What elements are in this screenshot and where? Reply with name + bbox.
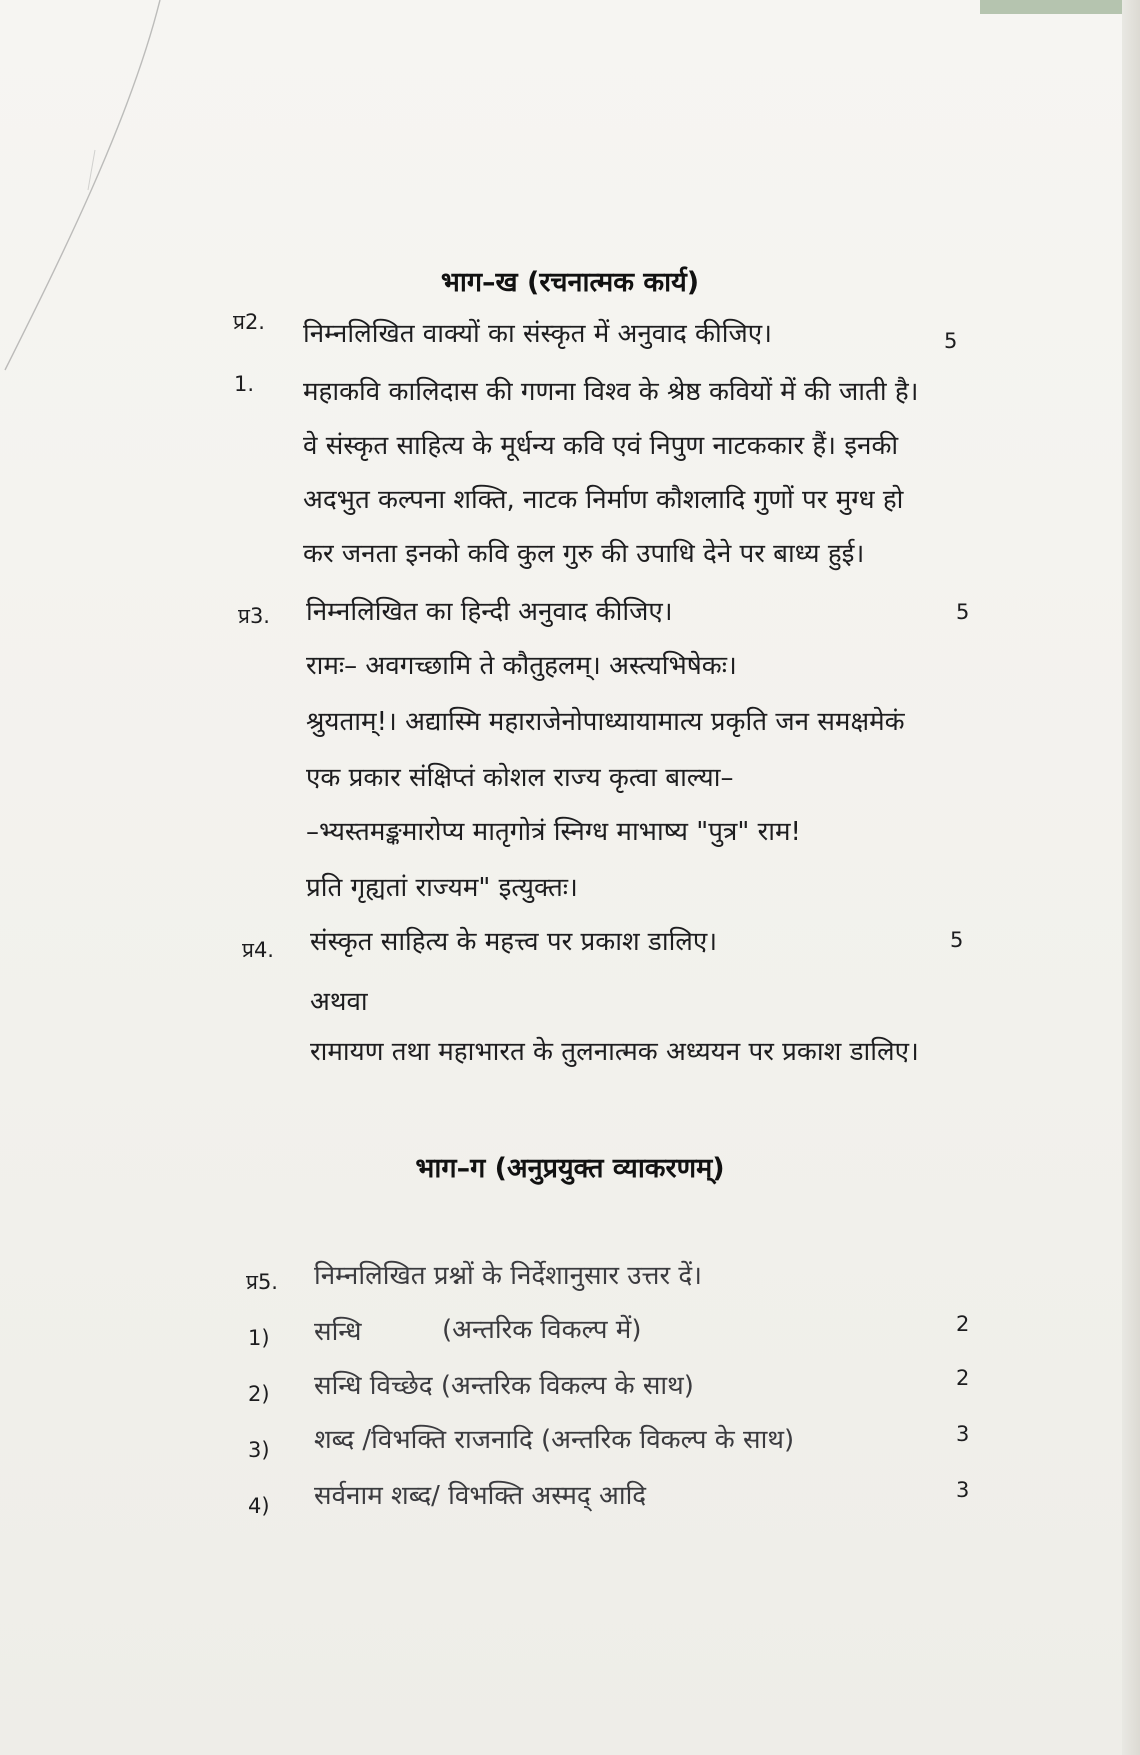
q2-item-number: 1.	[234, 372, 255, 396]
q2-marks: 5	[944, 329, 958, 353]
q5-item-4-label: सर्वनाम शब्द/ विभक्ति अस्मद् आदि	[314, 1481, 647, 1511]
q5-item-1-number: 1)	[248, 1326, 270, 1350]
q5-item-4-marks: 3	[956, 1478, 970, 1502]
section-b-heading: भाग–ख (रचनात्मक कार्य)	[440, 267, 700, 298]
q5-text: निम्नलिखित प्रश्नों के निर्देशानुसार उत्तर दें।	[314, 1261, 703, 1291]
q4-number: प्र4.	[242, 938, 274, 962]
q5-item-2-marks: 2	[956, 1366, 970, 1390]
section-c-heading: भाग–ग (अनुप्रयुक्त व्याकरणम्)	[415, 1153, 725, 1184]
q4-text: संस्कृत साहित्य के महत्त्व पर प्रकाश डालिए।	[310, 927, 718, 957]
q2-number: प्र2.	[233, 310, 265, 334]
q5-item-1-detail: (अन्तरिक विकल्प में)	[442, 1315, 642, 1345]
q3-line-3: एक प्रकार संक्षिप्तं कोशल राज्य कृत्वा बाल्या–	[306, 763, 734, 793]
q3-line-2: श्रुयताम्!। अद्यास्मि महाराजेनोपाध्यायामात्य प्रकृति जन समक्षमेकं	[306, 707, 905, 737]
q3-line-4: –भ्यस्तमङ्कमारोप्य मातृगोत्रं स्निग्ध माभाष्य "पुत्र" राम!	[306, 817, 801, 847]
page-edge-top	[980, 0, 1140, 14]
q5-item-3-number: 3)	[248, 1438, 270, 1462]
q4-marks: 5	[950, 928, 964, 952]
q2-line-4: कर जनता इनको कवि कुल गुरु की उपाधि देने पर बाध्य हुई।	[303, 539, 865, 569]
q3-marks: 5	[956, 600, 970, 624]
q5-item-3-label: शब्द /विभक्ति राजनादि (अन्तरिक विकल्प के साथ)	[314, 1425, 795, 1455]
q2-line-3: अदभुत कल्पना शक्ति, नाटक निर्माण कौशलादि गुणों पर मुग्ध हो	[303, 485, 904, 515]
q5-item-2-label: सन्धि विच्छेद (अन्तरिक विकल्प के साथ)	[314, 1371, 694, 1401]
q2-line-2: वे संस्कृत साहित्य के मूर्धन्य कवि एवं निपुण नाटककार हैं। इनकी	[303, 431, 899, 461]
q3-text: निम्नलिखित का हिन्दी अनुवाद कीजिए।	[306, 597, 673, 627]
q5-item-4-number: 4)	[248, 1494, 270, 1518]
q5-number: प्र5.	[246, 1270, 278, 1294]
q3-line-1: रामः– अवगच्छामि ते कौतुहलम्। अस्त्यभिषेकः।	[306, 651, 737, 681]
q5-item-1-label: सन्धि	[314, 1317, 362, 1347]
paper-fold-line	[0, 0, 170, 380]
q5-item-2-number: 2)	[248, 1382, 270, 1406]
q5-item-1-marks: 2	[956, 1312, 970, 1336]
q3-line-5: प्रति गृह्यतां राज्यम" इत्युक्तः।	[306, 873, 578, 903]
q5-item-3-marks: 3	[956, 1422, 970, 1446]
q4-alternative: रामायण तथा महाभारत के तुलनात्मक अध्ययन पर प्रकाश डालिए।	[310, 1037, 919, 1067]
q2-line-1: महाकवि कालिदास की गणना विश्व के श्रेष्ठ कवियों में की जाती है।	[303, 377, 919, 407]
q3-number: प्र3.	[238, 604, 270, 628]
q4-or: अथवा	[310, 987, 368, 1017]
q2-text: निम्नलिखित वाक्यों का संस्कृत में अनुवाद कीजिए।	[303, 319, 773, 349]
